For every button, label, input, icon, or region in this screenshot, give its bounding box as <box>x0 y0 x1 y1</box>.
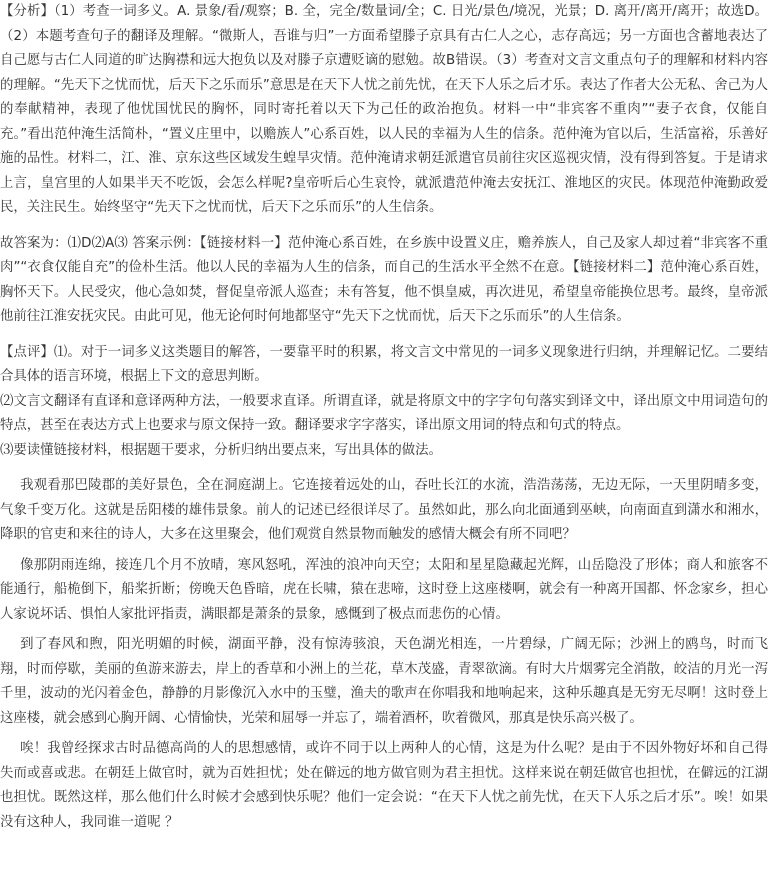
spacer <box>0 330 768 341</box>
comment-line-1: 【点评】⑴。对于一词多义这类题目的解答，一要靠平时的积累，将文言文中常见的一词多义现象进行归纳，并理解记忆。二要结合具体的语言环境，根据上下文的意思判断。 <box>0 344 768 384</box>
spacer <box>0 463 768 474</box>
comment-line-2: ⑵文言文翻译有直译和意译两种方法，一般要求直译。所谓直译，就是将原文中的字字句句落实到译文中，译出原文中用词造句的特点，甚至在表达方式上也要求与原文保持一致。翻译要求字字落实，译出原文用词的特点和句式的特点。 <box>0 393 768 433</box>
translation-paragraph-4: 唉！我曾经探求古时品德高尚的人的思想感情，或许不同于以上两种人的心情，这是为什么呢？是由于不因外物好坏和自己得失而或喜或悲。在朝廷上做官时，就为百姓担忧；处在僻远的地方做官则为君主担忧。这样来说在朝廷做官也担忧，在僻远的江湖也担忧。既然这样，那么他们什么时候才会感到快乐呢？他们一定会说：“在天下人忧之前先忧，在天下人乐之后才乐”。唉！如果没有这种人，我同谁一道呢 ？ <box>0 741 768 830</box>
analysis-paragraph: 【分析】（1）考查一词多义。A. 景象/看/观察；B. 全，完全/数量词/全；C. 日光/景色/境况，光景；D. 离开/离开/离开；故选D。（2）本题考查句子的翻译及理解。“微斯人，吾谁与归”一方面希望滕子京具有古仁人之心，志存高远；另一方面也含蓄地表达了自己愿与古仁人同道的旷达胸襟和远大抱负以及对滕子京遭贬谪的慰勉。故B错误。（3）考查对文言文重点句子的理解和材料内容的理解。“先天下之忧而忧，后天下之乐而乐”意思是在天下人忧之前先忧，在天下人乐之后才乐。表达了作者大公无私、舍己为人的奉献精神，表现了他忧国忧民的胸怀，同时寄托着以天下为己任的政治抱负。材料一中“非宾客不重肉”“妻子衣食，仅能自充。”看出范仲淹生活简朴，“置义庄里中，以赡族人”心系百姓，以人民的幸福为人生的信条。范仲淹为官以后，生活富裕，乐善好施的品性。材料二，江、淮、京东这些区域发生蝗旱灾情。范仲淹请求朝廷派遣官员前往灾区巡视灾情，没有得到答复。于是请求上言，皇宫里的人如果半天不吃饭，会怎么样呢?皇帝听后心生哀怜，就派遣范仲淹去安抚江、淮地区的灾民。体现范仲淹勤政爱民，关注民生。始终坚守“先天下之忧而忧，后天下之乐而乐”的人生信条。 <box>0 4 768 215</box>
translation-paragraph-3: 到了春风和煦，阳光明媚的时候，湖面平静，没有惊涛骇浪，天色湖光相连，一片碧绿，广阔无际；沙洲上的鸥鸟，时而飞翔，时而停歇，美丽的鱼游来游去，岸上的香草和小洲上的兰花，草木茂盛，青翠欲滴。有时大片烟雾完全消散，皎洁的月光一泻千里，波动的光闪着金色，静静的月影像沉入水中的玉璧，渔夫的歌声在你唱我和地响起来，这种乐趣真是无穷无尽啊！这时登上这座楼，就会感到心胸开阔、心情愉快，光荣和屈辱一并忘了，端着酒杯，吹着微风，那真是快乐高兴极了。 <box>0 637 768 726</box>
spacer <box>0 221 768 232</box>
answer-paragraph: 故答案为：⑴D⑵A⑶ 答案示例：【链接材料一】范仲淹心系百姓，在乡族中设置义庄，赡养族人，自己及家人却过着“非宾客不重肉”“衣食仅能自充”的俭朴生活。他以人民的幸福为人生的信条，而自己的生活水平全然不在意。【链接材料二】范仲淹心系百姓，胸怀天下。人民受灾，他心急如焚，督促皇帝派人巡查；未有答复，他不惧皇威，再次进见，希望皇帝能换位思考。最终，皇帝派他前往江淮安抚灾民。由此可见，他无论何时何地都坚守“先天下之忧而忧，后天下之乐而乐”的人生信条。 <box>0 235 768 324</box>
translation-paragraph-2: 像那阴雨连绵，接连几个月不放晴，寒风怒吼，浑浊的浪冲向天空；太阳和星星隐藏起光辉，山岳隐没了形体；商人和旅客不能通行，船桅倒下，船桨折断；傍晚天色昏暗，虎在长啸，猿在悲啼，这时登上这座楼啊，就会有一种离开国都、怀念家乡，担心人家说坏话、惧怕人家批评指责，满眼都是萧条的景象，感慨到了极点而悲伤的心情。 <box>0 557 768 622</box>
translation-paragraph-1: 我观看那巴陵郡的美好景色，全在洞庭湖上。它连接着远处的山，吞吐长江的水流，浩浩荡荡，无边无际，一天里阴晴多变，气象千变万化。这就是岳阳楼的雄伟景象。前人的记述已经很详尽了。虽然如此，那么向北面通到巫峡，向南面直到潇水和湘水，降职的官吏和来往的诗人，大多在这里聚会，他们观赏自然景物而触发的感情大概会有所不同吧？ <box>0 478 768 542</box>
comment-line-3: ⑶要读懂链接材料，根据题干要求，分析归纳出要点来，写出具体的做法。 <box>0 442 442 458</box>
